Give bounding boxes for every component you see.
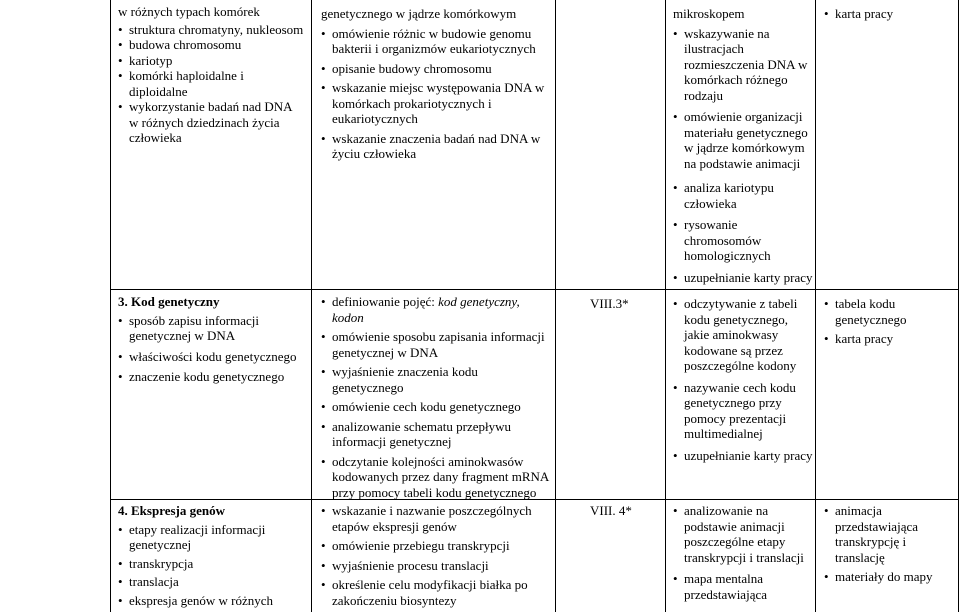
row3-material-item: • animacja przedstawiająca transkrypcję i translację	[824, 503, 956, 565]
row2-topic-item: • właściwości kodu genetycznego	[118, 349, 308, 365]
row3-method-item: • analizowanie na podstawie animacji poszczególne etapy transkrypcji i translacji	[673, 503, 813, 565]
row3-outcome-item: • określenie celu modyfikacji białka po zakończeniu biosyntezy	[321, 577, 551, 608]
row3-topic-number: 4.	[118, 503, 128, 518]
row2-outcome-item: • odczytanie kolejności aminokwasów kodowanych przez dany fragment mRNA przy pomocy tabeli kodu genetycznego	[321, 454, 551, 501]
row2-outcomes-cell	[321, 294, 551, 504]
row2-topic-number: 3.	[118, 294, 128, 309]
row2-outcome-item	[321, 294, 551, 325]
row3-ref-cell	[590, 503, 660, 519]
row2-topic-title	[118, 294, 308, 310]
row1-topic-item: • komórki haploidalne i diploidalne	[118, 68, 304, 99]
row3-materials-cell	[824, 503, 956, 589]
row1-methods-continuation: mikroskopem	[673, 6, 745, 21]
row3-topic-name: Ekspresja genów	[131, 503, 226, 518]
row3-topic-item: • translacja	[118, 574, 308, 590]
table-border-left	[110, 0, 111, 612]
row1-topic-item: • wykorzystanie badań nad DNA w różnych dziedzinach życia człowieka	[118, 99, 304, 146]
row1-topic-continuation: w różnych typach komórek	[118, 4, 260, 19]
row2-material-item: • karta pracy	[824, 331, 954, 347]
row3-methods-cell	[673, 503, 813, 606]
row2-topic-name: Kod genetyczny	[131, 294, 220, 309]
row2-method-item: • uzupełnianie karty pracy	[673, 448, 813, 464]
row3-topic-item: • transkrypcja	[118, 556, 308, 572]
row2-material-item: • tabela kodu genetycznego	[824, 296, 954, 327]
row3-outcome-item: • wyjaśnienie procesu translacji	[321, 558, 551, 574]
row3-method-item: • mapa mentalna przedstawiająca	[673, 571, 813, 602]
row1-outcome-item: • opisanie budowy chromosomu	[321, 61, 549, 77]
row2-outcome-item: • omówienie cech kodu genetycznego	[321, 399, 551, 415]
row2-curriculum-ref: VIII.3*	[590, 296, 629, 311]
row1-materials-cell	[824, 6, 954, 26]
row1-outcomes-cell	[321, 6, 549, 166]
table-border-right	[958, 0, 959, 612]
row2-method-item: • nazywanie cech kodu genetycznego przy pomocy prezentacji multimedialnej	[673, 380, 813, 442]
row1-topic-item: • kariotyp	[118, 53, 304, 69]
row3-outcomes-cell	[321, 503, 551, 612]
row1-method-item: • wskazywanie na ilustracjach rozmieszczenia DNA w komórkach różnego rodzaju	[673, 26, 813, 104]
row3-topic-item: • ekspresja genów w różnych	[118, 593, 308, 609]
row2-topic-cell	[118, 294, 308, 389]
row2-methods-cell	[673, 296, 813, 467]
row3-topic-cell	[118, 503, 308, 612]
row1-topic-item: • struktura chromatyny, nukleosom	[118, 22, 304, 38]
row3-material-item: • materiały do mapy	[824, 569, 956, 585]
row1-outcome-item: • wskazanie miejsc występowania DNA w komórkach prokariotycznych i eukariotycznych	[321, 80, 549, 127]
row1-outcome-item: • wskazanie znaczenia badań nad DNA w życiu człowieka	[321, 131, 549, 162]
row2-topic-item: • znaczenie kodu genetycznego	[118, 369, 308, 385]
row1-methods-cell	[673, 6, 813, 289]
row2-topic-item: • sposób zapisu informacji genetycznej w DNA	[118, 313, 308, 344]
row3-outcome-item: • wskazanie i nazwanie poszczególnych etapów ekspresji genów	[321, 503, 551, 534]
row2-outcome-definition-prefix: definiowanie pojęć:	[332, 294, 439, 309]
row2-materials-cell	[824, 296, 954, 351]
row1-topic-cell	[118, 4, 304, 146]
row2-method-item: • odczytywanie z tabeli kodu genetycznego, jakie aminokwasy kodowane są przez poszczególne kodony	[673, 296, 813, 374]
row1-topic-item: • budowa chromosomu	[118, 37, 304, 53]
row-divider-1	[110, 289, 959, 290]
row3-curriculum-ref: VIII. 4*	[590, 503, 632, 518]
row3-topic-title	[118, 503, 308, 519]
row1-outcome-item: • omówienie różnic w budowie genomu bakterii i organizmów eukariotycznych	[321, 26, 549, 57]
row3-topic-item: • etapy realizacji informacji genetycznej	[118, 522, 308, 553]
row1-method-item: • uzupełnianie karty pracy	[673, 270, 813, 286]
table-border-col4	[665, 0, 666, 612]
table-border-col3	[555, 0, 556, 612]
table-border-col2	[311, 0, 312, 612]
row3-outcome-item: • omówienie przebiegu transkrypcji	[321, 538, 551, 554]
row1-method-item: • rysowanie chromosomów homologicznych	[673, 217, 813, 264]
row2-outcome-item: • omówienie sposobu zapisania informacji genetycznej w DNA	[321, 329, 551, 360]
row2-outcome-item: • wyjaśnienie znaczenia kodu genetycznego	[321, 364, 551, 395]
table-border-col5	[815, 0, 816, 612]
row2-ref-cell	[590, 296, 660, 312]
row1-method-item: • omówienie organizacji materiału genetycznego w jądrze komórkowym na podstawie animacji	[673, 109, 813, 171]
row2-outcome-item: • analizowanie schematu przepływu informacji genetycznej	[321, 419, 551, 450]
row1-method-item: • analiza kariotypu człowieka	[673, 180, 813, 211]
row2-outcome-definition-terms: kod genetyczny, kodon	[332, 294, 520, 325]
row1-material-item: • karta pracy	[824, 6, 954, 22]
row1-outcomes-continuation: genetycznego w jądrze komórkowym	[321, 6, 517, 21]
